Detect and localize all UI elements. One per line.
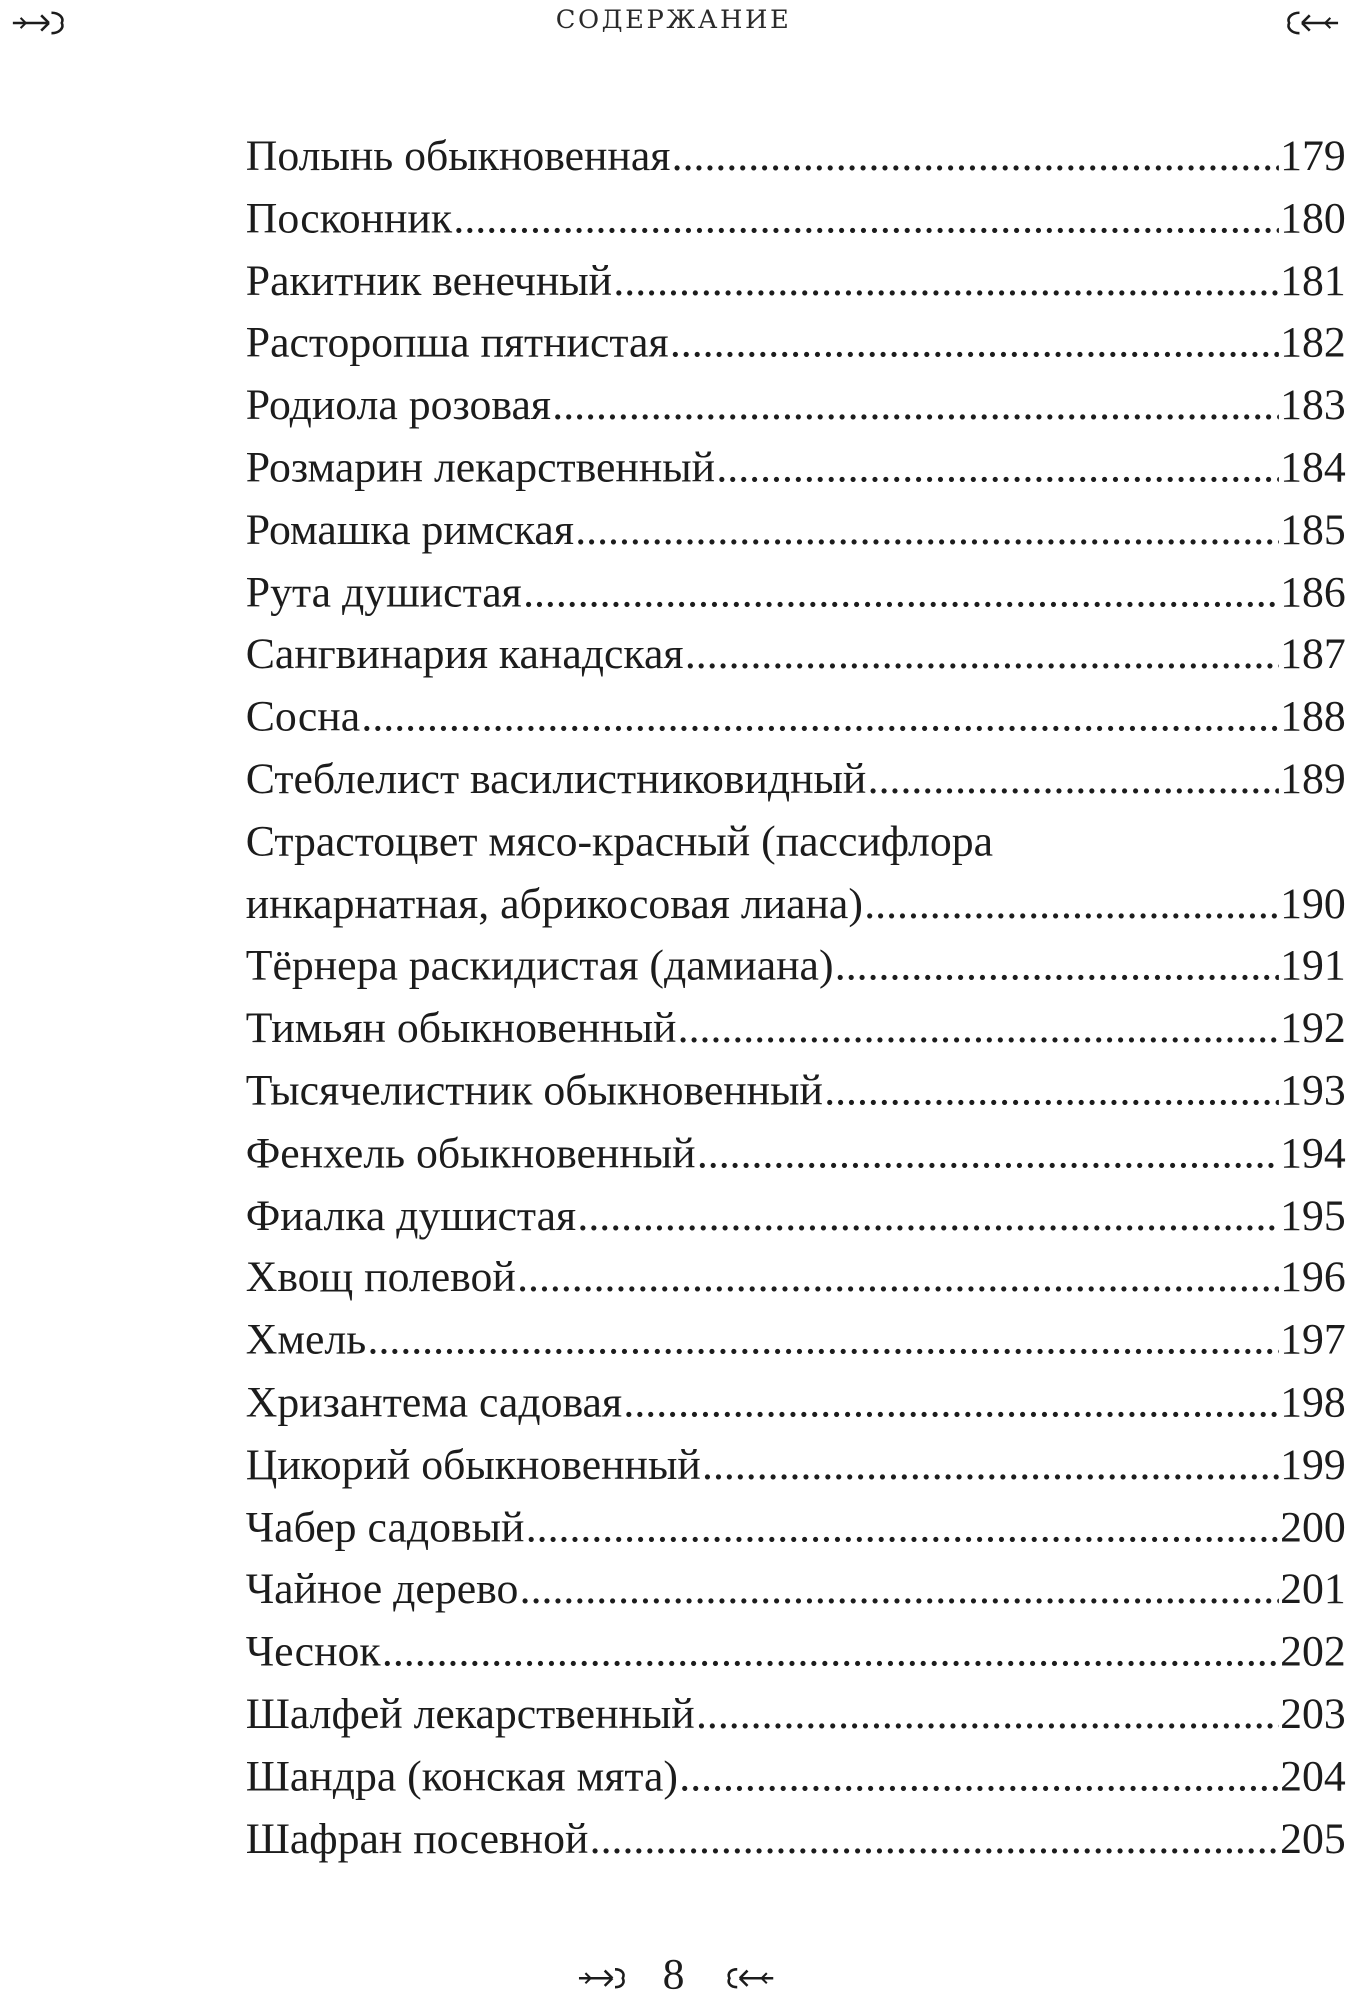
dot-leader bbox=[716, 438, 1279, 500]
toc-entry[interactable] bbox=[246, 937, 1346, 999]
toc-entry-title: Посконник bbox=[245, 195, 453, 243]
toc-entry-title: Стеблелист василистниковидный bbox=[245, 756, 867, 804]
dot-leader bbox=[577, 1186, 1278, 1248]
toc-entry[interactable] bbox=[246, 1124, 1346, 1186]
toc-entry-title-continued: инкарнатная, абрикосовая лиана) bbox=[245, 880, 863, 928]
toc-entry-page: 189 bbox=[1280, 756, 1346, 804]
table-of-contents bbox=[246, 126, 1346, 1871]
toc-entry[interactable] bbox=[246, 1560, 1346, 1622]
toc-entry[interactable] bbox=[246, 625, 1346, 687]
toc-entry-page: 200 bbox=[1280, 1503, 1346, 1552]
toc-entry-title: Розмарин лекарственный bbox=[245, 444, 716, 492]
toc-entry-title: Ромашка римская bbox=[245, 506, 574, 554]
toc-entry[interactable] bbox=[246, 1186, 1346, 1248]
toc-entry-title: Родиола розовая bbox=[245, 382, 552, 430]
dot-leader bbox=[368, 1310, 1279, 1372]
toc-entry-page: 190 bbox=[1280, 880, 1346, 928]
toc-entry-page: 182 bbox=[1280, 319, 1346, 368]
dot-leader bbox=[670, 313, 1279, 375]
toc-entry-page: 203 bbox=[1280, 1690, 1346, 1739]
dot-leader bbox=[864, 874, 1279, 936]
toc-entry-page: 196 bbox=[1280, 1254, 1346, 1302]
dot-leader bbox=[678, 999, 1279, 1061]
dot-leader bbox=[613, 251, 1279, 313]
fleuron-right-icon bbox=[1284, 8, 1341, 39]
dot-leader bbox=[361, 687, 1278, 749]
toc-entry[interactable] bbox=[246, 999, 1346, 1061]
toc-entry[interactable] bbox=[246, 376, 1346, 438]
page-number: 8 bbox=[662, 1951, 685, 1999]
toc-entry[interactable] bbox=[246, 1684, 1346, 1746]
toc-entry[interactable] bbox=[246, 1497, 1346, 1559]
toc-entry-page: 199 bbox=[1280, 1441, 1346, 1489]
toc-entry-title: Чабер садовый bbox=[245, 1503, 525, 1552]
dot-leader bbox=[835, 937, 1279, 999]
dot-leader bbox=[824, 1061, 1279, 1123]
toc-entry-title: Тысячелистник обыкновенный bbox=[245, 1067, 823, 1115]
dot-leader bbox=[590, 1809, 1279, 1871]
dot-leader bbox=[679, 1747, 1279, 1809]
toc-entry-page: 193 bbox=[1280, 1067, 1346, 1115]
dot-leader bbox=[623, 1373, 1278, 1435]
toc-entry-title: Цикорий обыкновенный bbox=[245, 1441, 701, 1489]
dot-leader bbox=[685, 625, 1279, 687]
dot-leader bbox=[526, 1497, 1279, 1559]
fleuron-right-icon bbox=[724, 1963, 775, 1994]
dot-leader bbox=[697, 1124, 1279, 1186]
toc-entry-title: Полынь обыкновенная bbox=[245, 132, 671, 181]
toc-entry-page: 187 bbox=[1280, 631, 1346, 679]
toc-entry-title: Тёрнера раскидистая (дамиана) bbox=[245, 942, 834, 991]
dot-leader bbox=[523, 563, 1279, 625]
toc-entry-title: Шафран посевной bbox=[245, 1815, 589, 1863]
toc-entry[interactable] bbox=[246, 1809, 1346, 1871]
dot-leader bbox=[552, 376, 1279, 438]
running-title: СОДЕРЖАНИЕ bbox=[555, 3, 792, 35]
toc-entry-title: Страстоцвет мясо-красный (пассифлора bbox=[245, 818, 994, 866]
toc-entry[interactable] bbox=[246, 563, 1346, 625]
toc-entry[interactable] bbox=[246, 750, 1346, 812]
toc-entry[interactable] bbox=[246, 438, 1346, 500]
dot-leader bbox=[517, 1248, 1279, 1310]
toc-entry-title: Шалфей лекарственный bbox=[245, 1690, 695, 1739]
toc-entry-page: 192 bbox=[1280, 1005, 1346, 1053]
toc-entry[interactable] bbox=[246, 1622, 1346, 1684]
toc-entry[interactable] bbox=[246, 500, 1346, 562]
toc-entry-page: 188 bbox=[1280, 693, 1346, 741]
toc-entry-title: Хризантема садовая bbox=[245, 1379, 623, 1427]
toc-entry-page: 201 bbox=[1280, 1566, 1346, 1614]
toc-entry[interactable] bbox=[246, 1310, 1346, 1372]
toc-entry-title: Чеснок bbox=[245, 1628, 381, 1676]
toc-entry-title: Чайное дерево bbox=[245, 1566, 519, 1614]
toc-entry-page: 204 bbox=[1280, 1753, 1346, 1801]
dot-leader bbox=[382, 1622, 1279, 1684]
toc-entry[interactable] bbox=[246, 687, 1346, 749]
dot-leader bbox=[575, 500, 1279, 562]
toc-entry-wrapped-second-line[interactable] bbox=[246, 874, 1346, 936]
toc-entry[interactable] bbox=[246, 126, 1346, 188]
toc-entry-title: Ракитник венечный bbox=[245, 257, 613, 305]
toc-entry-page: 202 bbox=[1280, 1628, 1346, 1676]
toc-entry-title: Сангвинария канадская bbox=[245, 631, 684, 679]
toc-entry-wrapped-first-line[interactable] bbox=[246, 812, 1346, 874]
toc-entry-page: 194 bbox=[1280, 1129, 1346, 1178]
dot-leader bbox=[696, 1684, 1279, 1746]
toc-entry-page: 183 bbox=[1280, 382, 1346, 430]
dot-leader bbox=[672, 126, 1279, 188]
toc-entry-title: Фенхель обыкновенный bbox=[245, 1129, 696, 1178]
toc-entry-page: 205 bbox=[1280, 1815, 1346, 1863]
toc-entry[interactable] bbox=[246, 1373, 1346, 1435]
toc-entry[interactable] bbox=[246, 1435, 1346, 1497]
dot-leader bbox=[453, 189, 1278, 251]
toc-entry-page: 195 bbox=[1280, 1192, 1346, 1240]
toc-entry-page: 179 bbox=[1280, 132, 1346, 181]
toc-entry-page: 198 bbox=[1280, 1379, 1346, 1427]
dot-leader bbox=[702, 1435, 1279, 1497]
toc-entry-title: Хвощ полевой bbox=[245, 1254, 516, 1302]
toc-entry-title: Тимьян обыкновенный bbox=[245, 1005, 677, 1053]
toc-entry-title: Сосна bbox=[245, 693, 361, 741]
toc-entry-page: 186 bbox=[1280, 569, 1346, 617]
toc-entry[interactable] bbox=[246, 1061, 1346, 1123]
toc-entry-title: Рута душистая bbox=[245, 569, 522, 617]
toc-entry[interactable] bbox=[246, 251, 1346, 313]
toc-entry-page: 185 bbox=[1280, 506, 1346, 554]
toc-entry-title: Хмель bbox=[245, 1316, 367, 1365]
toc-entry-page: 180 bbox=[1280, 195, 1346, 243]
toc-entry-page: 191 bbox=[1280, 942, 1346, 991]
toc-entry-title: Расторопша пятнистая bbox=[245, 319, 669, 368]
dot-leader bbox=[868, 750, 1279, 812]
toc-entry[interactable] bbox=[246, 1248, 1346, 1310]
toc-entry-title: Шандра (конская мята) bbox=[245, 1753, 678, 1801]
toc-entry-page: 184 bbox=[1280, 444, 1346, 492]
toc-entry-page: 181 bbox=[1280, 257, 1346, 305]
toc-entry-page: 197 bbox=[1280, 1316, 1346, 1365]
toc-entry-title: Фиалка душистая bbox=[245, 1192, 577, 1240]
toc-entry[interactable] bbox=[246, 1747, 1346, 1809]
dot-leader bbox=[520, 1560, 1279, 1622]
toc-entry[interactable] bbox=[246, 313, 1346, 375]
toc-entry[interactable] bbox=[246, 189, 1346, 251]
